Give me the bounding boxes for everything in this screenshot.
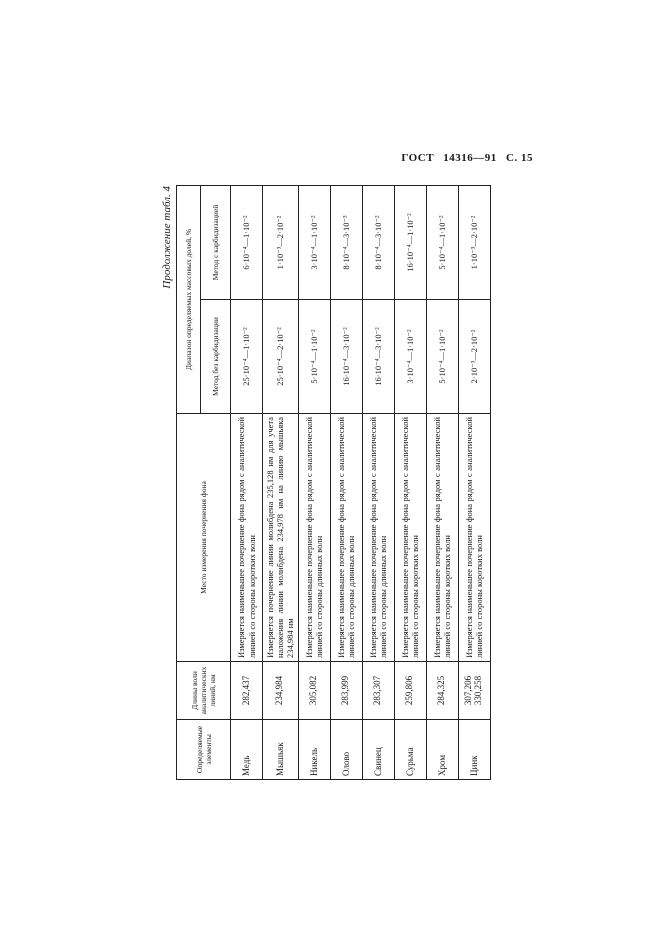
cell-place: Измеряется наименьшее почернение фона рядом с аналитической линией со стороны длинных волн xyxy=(362,414,394,662)
cell-element: Свинец xyxy=(362,720,394,780)
table-row xyxy=(394,186,426,780)
wavelength-value: 307,206 xyxy=(463,675,474,706)
cell-range-no-carbide: 3·10⁻⁴—1·10⁻² xyxy=(394,300,426,414)
col-header-carbide: Метод с карбидизацией xyxy=(201,186,231,300)
wavelength-value: 305,082 xyxy=(308,675,319,706)
page-header xyxy=(395,152,533,164)
wavelength-value: 259,806 xyxy=(404,675,415,706)
cell-place: Измеряется наименьшее почернение фона рядом с аналитической линией со стороны коротких волн xyxy=(426,414,458,662)
cell-element: Мышьяк xyxy=(263,720,299,780)
cell-range-carbide: 5·10⁻⁴—1·10⁻² xyxy=(426,186,458,300)
data-table xyxy=(176,185,491,780)
cell-range-carbide: 6·10⁻⁴—1·10⁻² xyxy=(231,186,263,300)
cell-range-carbide: 3·10⁻⁴—1·10⁻² xyxy=(298,186,330,300)
cell-wavelength xyxy=(362,662,394,720)
table-row xyxy=(426,186,458,780)
col-header-range-group: Диапазон определяемых массовых долей, % xyxy=(177,186,201,414)
cell-wavelength xyxy=(231,662,263,720)
cell-range-carbide: 1·10⁻³—2·10⁻² xyxy=(263,186,299,300)
table-body xyxy=(231,186,491,780)
cell-range-no-carbide: 16·10⁻⁴—3·10⁻² xyxy=(330,300,362,414)
table-row xyxy=(298,186,330,780)
wavelength-value: 283,307 xyxy=(372,675,383,706)
table-caption: Продолжение табл. 4 xyxy=(161,186,173,289)
cell-element: Никель xyxy=(298,720,330,780)
cell-range-no-carbide: 25·10⁻⁴—2·10⁻² xyxy=(263,300,299,414)
wavelength-value: 284,325 xyxy=(436,675,447,706)
cell-element: Хром xyxy=(426,720,458,780)
table-row xyxy=(263,186,299,780)
cell-element: Сурьма xyxy=(394,720,426,780)
cell-range-no-carbide: 5·10⁻⁴—1·10⁻² xyxy=(426,300,458,414)
cell-wavelength xyxy=(298,662,330,720)
rotated-table-container xyxy=(161,186,502,780)
cell-range-carbide: 8·10⁻⁴—3·10⁻³ xyxy=(330,186,362,300)
gost-label: ГОСТ xyxy=(401,152,435,164)
cell-range-no-carbide: 16·10⁻⁴—3·10⁻² xyxy=(362,300,394,414)
wavelength-value: 234,984 xyxy=(274,675,285,706)
col-header-element: Определяемые элементы xyxy=(177,720,231,780)
cell-place: Измеряется почернение линии молибдена 235,128 нм для учета наложения линии молибдена 234,978 нм на линию мышьяка 234,984 нм xyxy=(263,414,299,662)
cell-wavelength xyxy=(458,662,490,720)
wavelength-value: 283,999 xyxy=(340,675,351,706)
standard-number: 14316—91 xyxy=(443,152,497,164)
col-header-no-carbide: Метод без карбидизации xyxy=(201,300,231,414)
cell-element: Цинк xyxy=(458,720,490,780)
cell-place: Измеряется наименьшее почернение фона рядом с аналитической линией со стороны коротких волн xyxy=(458,414,490,662)
cell-range-carbide: 8·10⁻⁴—3·10⁻² xyxy=(362,186,394,300)
cell-element: Олово xyxy=(330,720,362,780)
cell-wavelength xyxy=(330,662,362,720)
col-header-wavelength: Длины волн аналитических линий, нм xyxy=(177,662,231,720)
page-number: С. 15 xyxy=(506,152,533,164)
cell-place: Измеряется наименьшее почернение фона рядом с аналитической линией со стороны длинных волн xyxy=(298,414,330,662)
cell-place: Измеряется наименьшее почернение фона рядом с аналитической линией со стороны коротких волн xyxy=(394,414,426,662)
table-row xyxy=(458,186,490,780)
cell-place: Измеряется наименьшее почернение фона рядом с аналитической линией со стороны длинных волн xyxy=(330,414,362,662)
cell-wavelength xyxy=(263,662,299,720)
cell-place: Измеряется наименьшее почернение фона рядом с аналитической линией со стороны коротких волн xyxy=(231,414,263,662)
table-row xyxy=(231,186,263,780)
cell-range-carbide: 1·10⁻³—2·10⁻² xyxy=(458,186,490,300)
cell-range-no-carbide: 5·10⁻⁴—1·10⁻² xyxy=(298,300,330,414)
cell-range-no-carbide: 25·10⁻⁴—1·10⁻² xyxy=(231,300,263,414)
table-row xyxy=(362,186,394,780)
col-header-place: Место измерения почернения фона xyxy=(177,414,231,662)
cell-range-no-carbide: 2·10⁻³—2·10⁻² xyxy=(458,300,490,414)
wavelength-value: 330,258 xyxy=(473,675,484,706)
cell-element: Медь xyxy=(231,720,263,780)
table-row xyxy=(330,186,362,780)
cell-wavelength xyxy=(394,662,426,720)
cell-range-carbide: 16·10⁻⁴—1·10⁻² xyxy=(394,186,426,300)
cell-wavelength xyxy=(426,662,458,720)
wavelength-value: 282,437 xyxy=(240,675,251,706)
